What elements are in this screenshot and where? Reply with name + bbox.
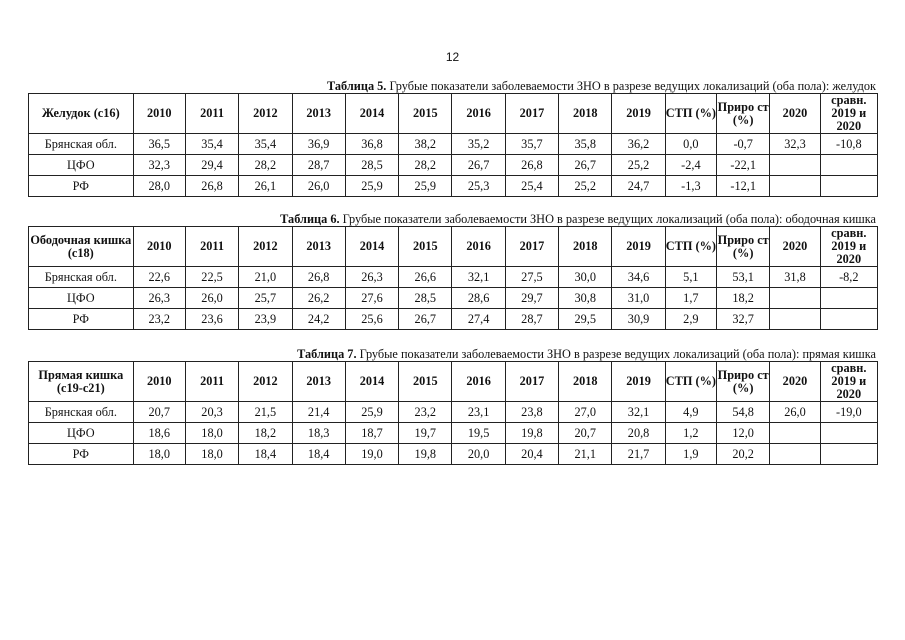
table-cell: 25,2 xyxy=(612,155,665,176)
table-cell: 26,8 xyxy=(292,267,345,288)
table-cell: 28,5 xyxy=(345,155,398,176)
column-header: 2017 xyxy=(505,227,558,267)
table-first-header: Желудок (с16) xyxy=(29,94,134,134)
column-header: 2015 xyxy=(399,94,452,134)
table-cell: -22,1 xyxy=(717,155,770,176)
column-header: 2011 xyxy=(185,94,238,134)
table-cell: 18,2 xyxy=(717,288,770,309)
table-cell: 2,9 xyxy=(665,309,716,330)
table-cell xyxy=(770,444,820,465)
column-header: 2018 xyxy=(559,227,612,267)
column-header: 2011 xyxy=(185,362,238,402)
table-cell xyxy=(770,155,820,176)
table-cell: 32,1 xyxy=(452,267,505,288)
column-header: 2019 xyxy=(612,362,665,402)
table-cell xyxy=(820,423,877,444)
table-cell: 20,3 xyxy=(185,402,238,423)
table-cell xyxy=(770,288,820,309)
table-cell: -8,2 xyxy=(820,267,877,288)
table-cell: 18,0 xyxy=(133,444,185,465)
column-header: 2018 xyxy=(559,362,612,402)
table-row xyxy=(29,402,878,423)
row-label: Брянская обл. xyxy=(29,402,134,423)
table-cell: 32,7 xyxy=(717,309,770,330)
table-cell: 28,2 xyxy=(239,155,292,176)
table-row xyxy=(29,267,878,288)
column-header: 2014 xyxy=(345,227,398,267)
table-cell: 23,2 xyxy=(399,402,452,423)
table-cell: 35,4 xyxy=(185,134,238,155)
table-cell: 26,7 xyxy=(452,155,505,176)
column-header: 2015 xyxy=(399,227,452,267)
table-cell: 24,7 xyxy=(612,176,665,197)
column-header: 2016 xyxy=(452,362,505,402)
table-cell: -2,4 xyxy=(665,155,716,176)
table-cell: 26,8 xyxy=(185,176,238,197)
table-cell: 28,7 xyxy=(292,155,345,176)
table-7 xyxy=(28,361,878,465)
table-cell: 26,7 xyxy=(559,155,612,176)
table-cell: 54,8 xyxy=(717,402,770,423)
column-header: 2010 xyxy=(133,94,185,134)
table-cell: 1,2 xyxy=(665,423,716,444)
table-first-header: Прямая кишка (с19-с21) xyxy=(29,362,134,402)
table-cell: 25,9 xyxy=(399,176,452,197)
table-cell: 18,2 xyxy=(239,423,292,444)
table-5-caption xyxy=(28,79,878,93)
row-label: ЦФО xyxy=(29,155,134,176)
column-header: 2013 xyxy=(292,362,345,402)
column-header: 2014 xyxy=(345,94,398,134)
table-row xyxy=(29,176,878,197)
table-cell: 25,2 xyxy=(559,176,612,197)
table-cell: 19,0 xyxy=(345,444,398,465)
table-cell: 20,0 xyxy=(452,444,505,465)
table-row xyxy=(29,134,878,155)
column-header: 2015 xyxy=(399,362,452,402)
table-cell: 18,3 xyxy=(292,423,345,444)
table-cell: 29,4 xyxy=(185,155,238,176)
table-row xyxy=(29,288,878,309)
column-header: Приро ст (%) xyxy=(717,94,770,134)
table-caption-label: Таблица 5. xyxy=(326,79,387,93)
table-cell: 18,7 xyxy=(345,423,398,444)
table-6-caption xyxy=(28,212,878,226)
table-caption-label: Таблица 6. xyxy=(280,212,340,226)
table-cell: 21,0 xyxy=(239,267,292,288)
table-cell xyxy=(820,309,877,330)
table-cell: 21,4 xyxy=(292,402,345,423)
table-row xyxy=(29,309,878,330)
table-cell: -10,8 xyxy=(820,134,877,155)
table-6-block xyxy=(28,212,878,330)
table-cell: 28,6 xyxy=(452,288,505,309)
table-cell: 25,9 xyxy=(345,176,398,197)
table-cell: 26,7 xyxy=(399,309,452,330)
row-label: РФ xyxy=(29,309,134,330)
table-cell: 26,8 xyxy=(505,155,558,176)
table-cell: 1,7 xyxy=(665,288,716,309)
table-cell: 53,1 xyxy=(717,267,770,288)
column-header: 2010 xyxy=(133,362,185,402)
table-cell: 22,5 xyxy=(185,267,238,288)
table-cell: 27,0 xyxy=(559,402,612,423)
column-header: 2020 xyxy=(770,227,820,267)
table-cell: 24,2 xyxy=(292,309,345,330)
table-cell: 30,0 xyxy=(559,267,612,288)
table-cell: 27,5 xyxy=(505,267,558,288)
table-cell: 27,4 xyxy=(452,309,505,330)
table-cell: 5,1 xyxy=(665,267,716,288)
table-cell xyxy=(770,176,820,197)
table-cell: 20,7 xyxy=(559,423,612,444)
column-header: 2014 xyxy=(345,362,398,402)
table-cell xyxy=(820,155,877,176)
column-header: 2016 xyxy=(452,227,505,267)
table-cell: 21,5 xyxy=(239,402,292,423)
table-header-row xyxy=(29,362,878,402)
column-header: 2017 xyxy=(505,362,558,402)
table-cell: 32,1 xyxy=(612,402,665,423)
table-cell: 18,4 xyxy=(239,444,292,465)
table-cell: 20,2 xyxy=(717,444,770,465)
column-header: Приро ст (%) xyxy=(717,362,770,402)
column-header: СТП (%) xyxy=(665,94,716,134)
table-cell: 25,4 xyxy=(505,176,558,197)
table-cell: 31,0 xyxy=(612,288,665,309)
column-header: 2010 xyxy=(133,227,185,267)
table-cell: 19,8 xyxy=(399,444,452,465)
table-cell: 26,0 xyxy=(185,288,238,309)
table-cell: 12,0 xyxy=(717,423,770,444)
table-cell: 25,6 xyxy=(345,309,398,330)
table-cell: 26,6 xyxy=(399,267,452,288)
table-cell: 26,0 xyxy=(770,402,820,423)
table-cell: 35,4 xyxy=(239,134,292,155)
column-header: 2019 xyxy=(612,227,665,267)
table-cell: 23,2 xyxy=(133,309,185,330)
column-header: 2018 xyxy=(559,94,612,134)
table-cell: 35,7 xyxy=(505,134,558,155)
table-cell: 26,0 xyxy=(292,176,345,197)
table-7-caption xyxy=(28,347,878,361)
table-cell: 35,8 xyxy=(559,134,612,155)
table-cell: 29,5 xyxy=(559,309,612,330)
table-cell: 1,9 xyxy=(665,444,716,465)
table-cell: 36,2 xyxy=(612,134,665,155)
table-row xyxy=(29,444,878,465)
table-row xyxy=(29,155,878,176)
table-caption-text: Грубые показатели заболеваемости ЗНО в разрезе ведущих локализаций (оба пола): ободочная кишка xyxy=(339,212,876,226)
table-cell xyxy=(770,309,820,330)
table-cell: 20,7 xyxy=(133,402,185,423)
table-cell: 34,6 xyxy=(612,267,665,288)
column-header: СТП (%) xyxy=(665,227,716,267)
table-7-block xyxy=(28,347,878,465)
table-cell: 36,5 xyxy=(133,134,185,155)
table-cell: 26,1 xyxy=(239,176,292,197)
table-cell: 36,8 xyxy=(345,134,398,155)
table-cell xyxy=(820,288,877,309)
table-cell: 29,7 xyxy=(505,288,558,309)
table-caption-text: Грубые показатели заболеваемости ЗНО в разрезе ведущих локализаций (оба пола): прямая кишка xyxy=(356,347,876,361)
table-cell: 26,3 xyxy=(133,288,185,309)
table-5 xyxy=(28,93,878,197)
table-cell: 18,0 xyxy=(185,423,238,444)
table-cell: 19,5 xyxy=(452,423,505,444)
column-header: 2013 xyxy=(292,227,345,267)
column-header: сравн. 2019 и 2020 xyxy=(820,362,877,402)
column-header: 2012 xyxy=(239,94,292,134)
column-header: 2012 xyxy=(239,227,292,267)
table-cell: 23,1 xyxy=(452,402,505,423)
table-cell: 18,0 xyxy=(185,444,238,465)
table-cell: -0,7 xyxy=(717,134,770,155)
column-header: 2019 xyxy=(612,94,665,134)
table-cell: 22,6 xyxy=(133,267,185,288)
table-cell: 21,1 xyxy=(559,444,612,465)
row-label: Брянская обл. xyxy=(29,134,134,155)
table-cell: 20,8 xyxy=(612,423,665,444)
row-label: Брянская обл. xyxy=(29,267,134,288)
table-cell: 21,7 xyxy=(612,444,665,465)
table-cell: 25,7 xyxy=(239,288,292,309)
table-cell: 4,9 xyxy=(665,402,716,423)
table-cell: 31,8 xyxy=(770,267,820,288)
table-cell: 32,3 xyxy=(133,155,185,176)
column-header: 2016 xyxy=(452,94,505,134)
table-cell: 28,5 xyxy=(399,288,452,309)
table-cell: 23,6 xyxy=(185,309,238,330)
table-caption-label: Таблица 7. xyxy=(297,347,357,361)
table-cell: 18,4 xyxy=(292,444,345,465)
column-header: Приро ст (%) xyxy=(717,227,770,267)
column-header: СТП (%) xyxy=(665,362,716,402)
table-6 xyxy=(28,226,878,330)
table-header-row xyxy=(29,227,878,267)
column-header: сравн. 2019 и 2020 xyxy=(820,227,877,267)
table-cell: 25,9 xyxy=(345,402,398,423)
table-header-row xyxy=(29,94,878,134)
table-5-block xyxy=(28,79,878,197)
table-cell xyxy=(820,176,877,197)
column-header: 2013 xyxy=(292,94,345,134)
column-header: 2017 xyxy=(505,94,558,134)
table-cell: 28,7 xyxy=(505,309,558,330)
table-cell: 38,2 xyxy=(399,134,452,155)
column-header: 2012 xyxy=(239,362,292,402)
column-header: 2020 xyxy=(770,362,820,402)
table-cell: 35,2 xyxy=(452,134,505,155)
table-cell xyxy=(770,423,820,444)
table-cell: 23,9 xyxy=(239,309,292,330)
row-label: ЦФО xyxy=(29,288,134,309)
table-cell: 23,8 xyxy=(505,402,558,423)
page-number: 12 xyxy=(445,50,460,64)
row-label: РФ xyxy=(29,444,134,465)
column-header: 2011 xyxy=(185,227,238,267)
table-cell: 32,3 xyxy=(770,134,820,155)
table-cell: 26,3 xyxy=(345,267,398,288)
table-cell xyxy=(820,444,877,465)
row-label: ЦФО xyxy=(29,423,134,444)
table-cell: 18,6 xyxy=(133,423,185,444)
table-cell: 36,9 xyxy=(292,134,345,155)
table-cell: -19,0 xyxy=(820,402,877,423)
table-cell: 30,8 xyxy=(559,288,612,309)
table-cell: 28,2 xyxy=(399,155,452,176)
column-header: сравн. 2019 и 2020 xyxy=(820,94,877,134)
table-cell: 27,6 xyxy=(345,288,398,309)
table-cell: 20,4 xyxy=(505,444,558,465)
table-caption-text: Грубые показатели заболеваемости ЗНО в разрезе ведущих локализаций (оба пола): желудок xyxy=(386,79,876,93)
table-first-header: Ободочная кишка (с18) xyxy=(29,227,134,267)
table-cell: 26,2 xyxy=(292,288,345,309)
table-cell: -1,3 xyxy=(665,176,716,197)
table-cell: 19,7 xyxy=(399,423,452,444)
table-cell: -12,1 xyxy=(717,176,770,197)
column-header: 2020 xyxy=(770,94,820,134)
table-cell: 25,3 xyxy=(452,176,505,197)
table-row xyxy=(29,423,878,444)
table-cell: 0,0 xyxy=(665,134,716,155)
table-cell: 30,9 xyxy=(612,309,665,330)
table-cell: 19,8 xyxy=(505,423,558,444)
table-cell: 28,0 xyxy=(133,176,185,197)
row-label: РФ xyxy=(29,176,134,197)
